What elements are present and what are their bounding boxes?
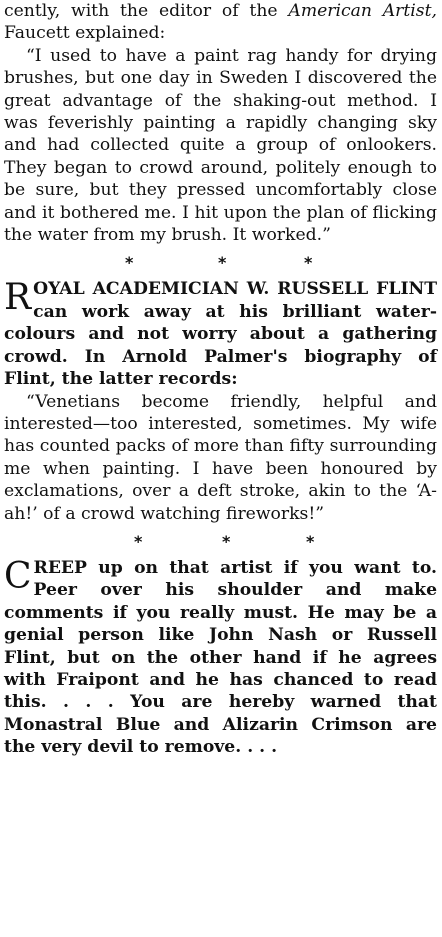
section-separator	[4, 525, 437, 557]
intro-text-post: Faucett explained:	[4, 23, 166, 44]
flint-body: can work away at his brilliant water-colours and not worry about a gathering crowd. In Arnold Palmer's biography of Flint, the latter records:	[4, 301, 437, 390]
warning-section	[4, 557, 437, 759]
section-separator	[4, 246, 437, 278]
drop-cap: C	[4, 555, 32, 597]
separator-star: *	[306, 531, 315, 551]
warning-body: REEP up on that artist if you want to. Peer over his shoulder and make comments if you really must. He may be a genial person like John Nash or Russell Flint, but on the other hand if he agrees with Fraipont and he has chanced to read this. . . . You are hereby warned that Monastral Blue and Alizarin Crimson are the very devil to remove. . . .	[4, 557, 437, 758]
separator-star: *	[218, 253, 227, 273]
intro-paragraph	[4, 0, 437, 45]
magazine-title: American Artist,	[288, 1, 437, 21]
article-page	[4, 0, 437, 759]
warning-paragraph	[4, 557, 437, 759]
separator-star: *	[222, 531, 231, 551]
flint-quote: “Venetians become friendly, helpful and interested—too interested, sometimes. My wife has counted packs of more than fifty surrounding me when painting. I have been honoured by exclamations, over a deft stroke, akin to the ‘A-ah!’ of a crowd watching fireworks!”	[4, 391, 437, 524]
intro-text-pre: cently, with the editor of the	[4, 1, 289, 21]
flint-section	[4, 278, 437, 524]
separator-star: *	[134, 531, 143, 551]
separator-star: *	[125, 253, 134, 273]
flint-paragraph	[4, 278, 437, 390]
flint-lead: OYAL ACADEMICIAN W. RUSSELL FLINT	[33, 279, 437, 300]
drop-cap: R	[4, 277, 32, 319]
faucett-quote: “I used to have a paint rag handy for drying brushes, but one day in Sweden I discovered the great advantage of the shaking-out method. I was feverishly painting a rapidly changing sky and had collected quite a group of onlookers. They began to crowd around, politely enough to be sure, but they pressed uncomfortably close and it bothered me. I hit upon the plan of flicking the water from my brush. It worked.”	[4, 45, 437, 246]
separator-star: *	[304, 253, 313, 273]
